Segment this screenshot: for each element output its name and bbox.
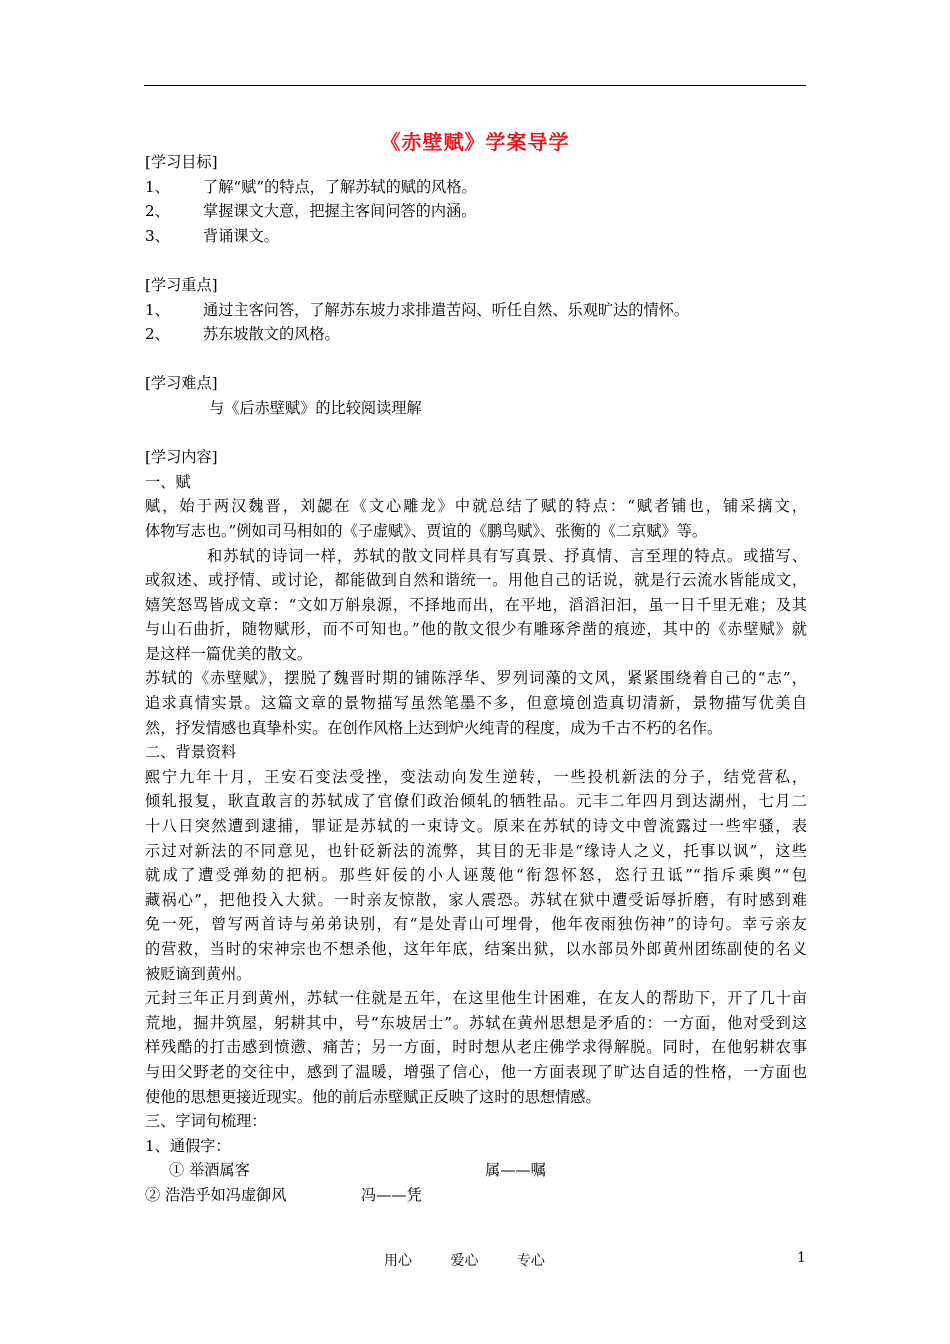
tongjia-row: ② 浩浩乎如冯虚御风 冯——凭 bbox=[145, 1185, 422, 1204]
goals-heading: [学习目标] bbox=[145, 153, 218, 171]
tongjia-row: ① 举酒属客 属——嘱 bbox=[169, 1161, 546, 1180]
paragraph-line: 是这样一篇优美的散文。 bbox=[145, 644, 313, 663]
paragraph-line: 的营救，当时的宋神宗也不想杀他，这年年底，结案出狱，以水部员外郎黄州团练副使的名义 bbox=[145, 940, 807, 958]
paragraph-line: 示过对新法的不同意见，也针砭新法的流弊，其目的无非是“缘诗人之义，托事以讽”，这些 bbox=[145, 841, 807, 860]
paragraph-line: 追求真情实景。这篇文章的景物描写虽然笔墨不多，但意境创造真切清新，景物描写优美自 bbox=[145, 694, 807, 713]
paragraph-line: 倾轧报复，耿直敢言的苏轼成了官僚们政治倾轧的牺牲品。元丰二年四月到达湖州，七月二 bbox=[145, 792, 807, 811]
paragraph-line: 免一死，曾写两首诗与弟弟诀别，有“是处青山可埋骨，他年夜雨独伤神”的诗句。幸亏亲友 bbox=[145, 915, 807, 934]
paragraph-line: 与山石曲折，随物赋形，而不可知也。”他的散文很少有雕琢斧凿的痕迹，其中的《赤壁赋》就 bbox=[145, 620, 807, 639]
paragraph-line: 使他的思想更接近现实。他的前后赤壁赋正反映了这时的思想情感。 bbox=[145, 1087, 601, 1106]
paragraph-line: 荒地，掘井筑屋，躬耕其中，号“东坡居士”。苏轼在黄州思想是矛盾的：一方面，他对受到这 bbox=[145, 1013, 807, 1032]
difficulties-text: 与《后赤壁赋》的比较阅读理解 bbox=[209, 398, 422, 417]
paragraph-line: 嬉笑怒骂皆成文章：“文如万斛泉源，不择地而出，在平地，滔滔汩汩，虽一日千里无难；及其 bbox=[145, 595, 807, 614]
footer-motto bbox=[384, 1250, 579, 1270]
keypoints-heading: [学习重点] bbox=[145, 275, 218, 294]
content-heading: [学习内容] bbox=[145, 448, 218, 467]
difficulties-heading: [学习难点] bbox=[145, 374, 218, 393]
paragraph-line: 体物写志也。”例如司马相如的《子虚赋》、贾谊的《鹏鸟赋》、张衡的《二京赋》等。 bbox=[145, 521, 708, 540]
paragraph-line: 就成了遭受弹劾的把柄。那些奸佞的小人诬蔑他“衔怨怀怒，恣行丑诋”“指斥乘舆”“包 bbox=[145, 866, 807, 885]
part3-title: 三、字词句梳理： bbox=[145, 1112, 267, 1131]
goal-item: 3、 背诵课文。 bbox=[145, 226, 279, 245]
page-number: 1 bbox=[797, 1250, 806, 1266]
paragraph-line: 元封三年正月到黄州，苏轼一住就是五年，在这里他生计困难，在友人的帮助下，开了几十亩 bbox=[145, 989, 807, 1008]
paragraph-line: 样残酷的打击感到愤懑、痛苦；另一方面，时时想从老庄佛学求得解脱。同时，在他躬耕农事 bbox=[145, 1038, 807, 1057]
goal-item: 1、 了解“赋”的特点，了解苏轼的赋的风格。 bbox=[145, 177, 477, 196]
paragraph-line: 被贬谪到黄州。 bbox=[145, 964, 252, 983]
paragraph-line: 然，抒发情感也真挚朴实。在创作风格上达到炉火纯青的程度，成为千古不朽的名作。 bbox=[145, 718, 723, 737]
footer-motto-item: 爱心 bbox=[450, 1253, 479, 1269]
document-title: 《赤壁赋》学案导学 bbox=[380, 130, 570, 154]
part2-title: 二、背景资料 bbox=[145, 743, 237, 762]
paragraph-line: 与田父野老的交往中，感到了温暖，增强了信心，他一方面表现了旷达自适的性格，一方面也 bbox=[145, 1062, 807, 1081]
paragraph-line: 或叙述、或抒情、或讨论，都能做到自然和谐统一。用他自己的话说，就是行云流水皆能成文， bbox=[145, 571, 807, 590]
paragraph-line: 和苏轼的诗词一样，苏轼的散文同样具有写真景、抒真情、言至理的特点。或描写、 bbox=[207, 546, 807, 565]
keypoint-item: 2、 苏东坡散文的风格。 bbox=[145, 325, 340, 344]
paragraph-line: 赋，始于两汉魏晋，刘勰在《文心雕龙》中就总结了赋的特点：“赋者铺也，铺采摛文， bbox=[145, 497, 807, 516]
paragraph-line: 藏祸心”，把他投入大狱。一时亲友惊散，家人震恐。苏轼在狱中遭受诟辱折磨，有时感到难 bbox=[145, 890, 807, 909]
sub1-title: 1、通假字： bbox=[145, 1136, 231, 1155]
paragraph-line: 十八日突然遭到逮捕，罪证是苏轼的一束诗文。原来在苏轼的诗文中曾流露过一些牢骚，表 bbox=[145, 817, 807, 836]
document-body bbox=[145, 150, 807, 1208]
footer-motto-item: 专心 bbox=[516, 1253, 545, 1269]
paragraph-line: 熙宁九年十月，王安石变法受挫，变法动向发生逆转，一些投机新法的分子，结党营私， bbox=[145, 767, 807, 786]
footer-motto-item: 用心 bbox=[384, 1253, 412, 1269]
goal-item: 2、 掌握课文大意，把握主客间问答的内涵。 bbox=[145, 202, 477, 221]
paragraph-line: 苏轼的《赤壁赋》，摆脱了魏晋时期的铺陈浮华、罗列词藻的文风，紧紧围绕着自己的“志”， bbox=[145, 669, 807, 688]
keypoint-item: 1、 通过主客问答，了解苏东坡力求排遣苦闷、听任自然、乐观旷达的情怀。 bbox=[145, 300, 689, 319]
part1-title: 一、赋 bbox=[145, 472, 191, 491]
header-rule bbox=[144, 85, 806, 86]
